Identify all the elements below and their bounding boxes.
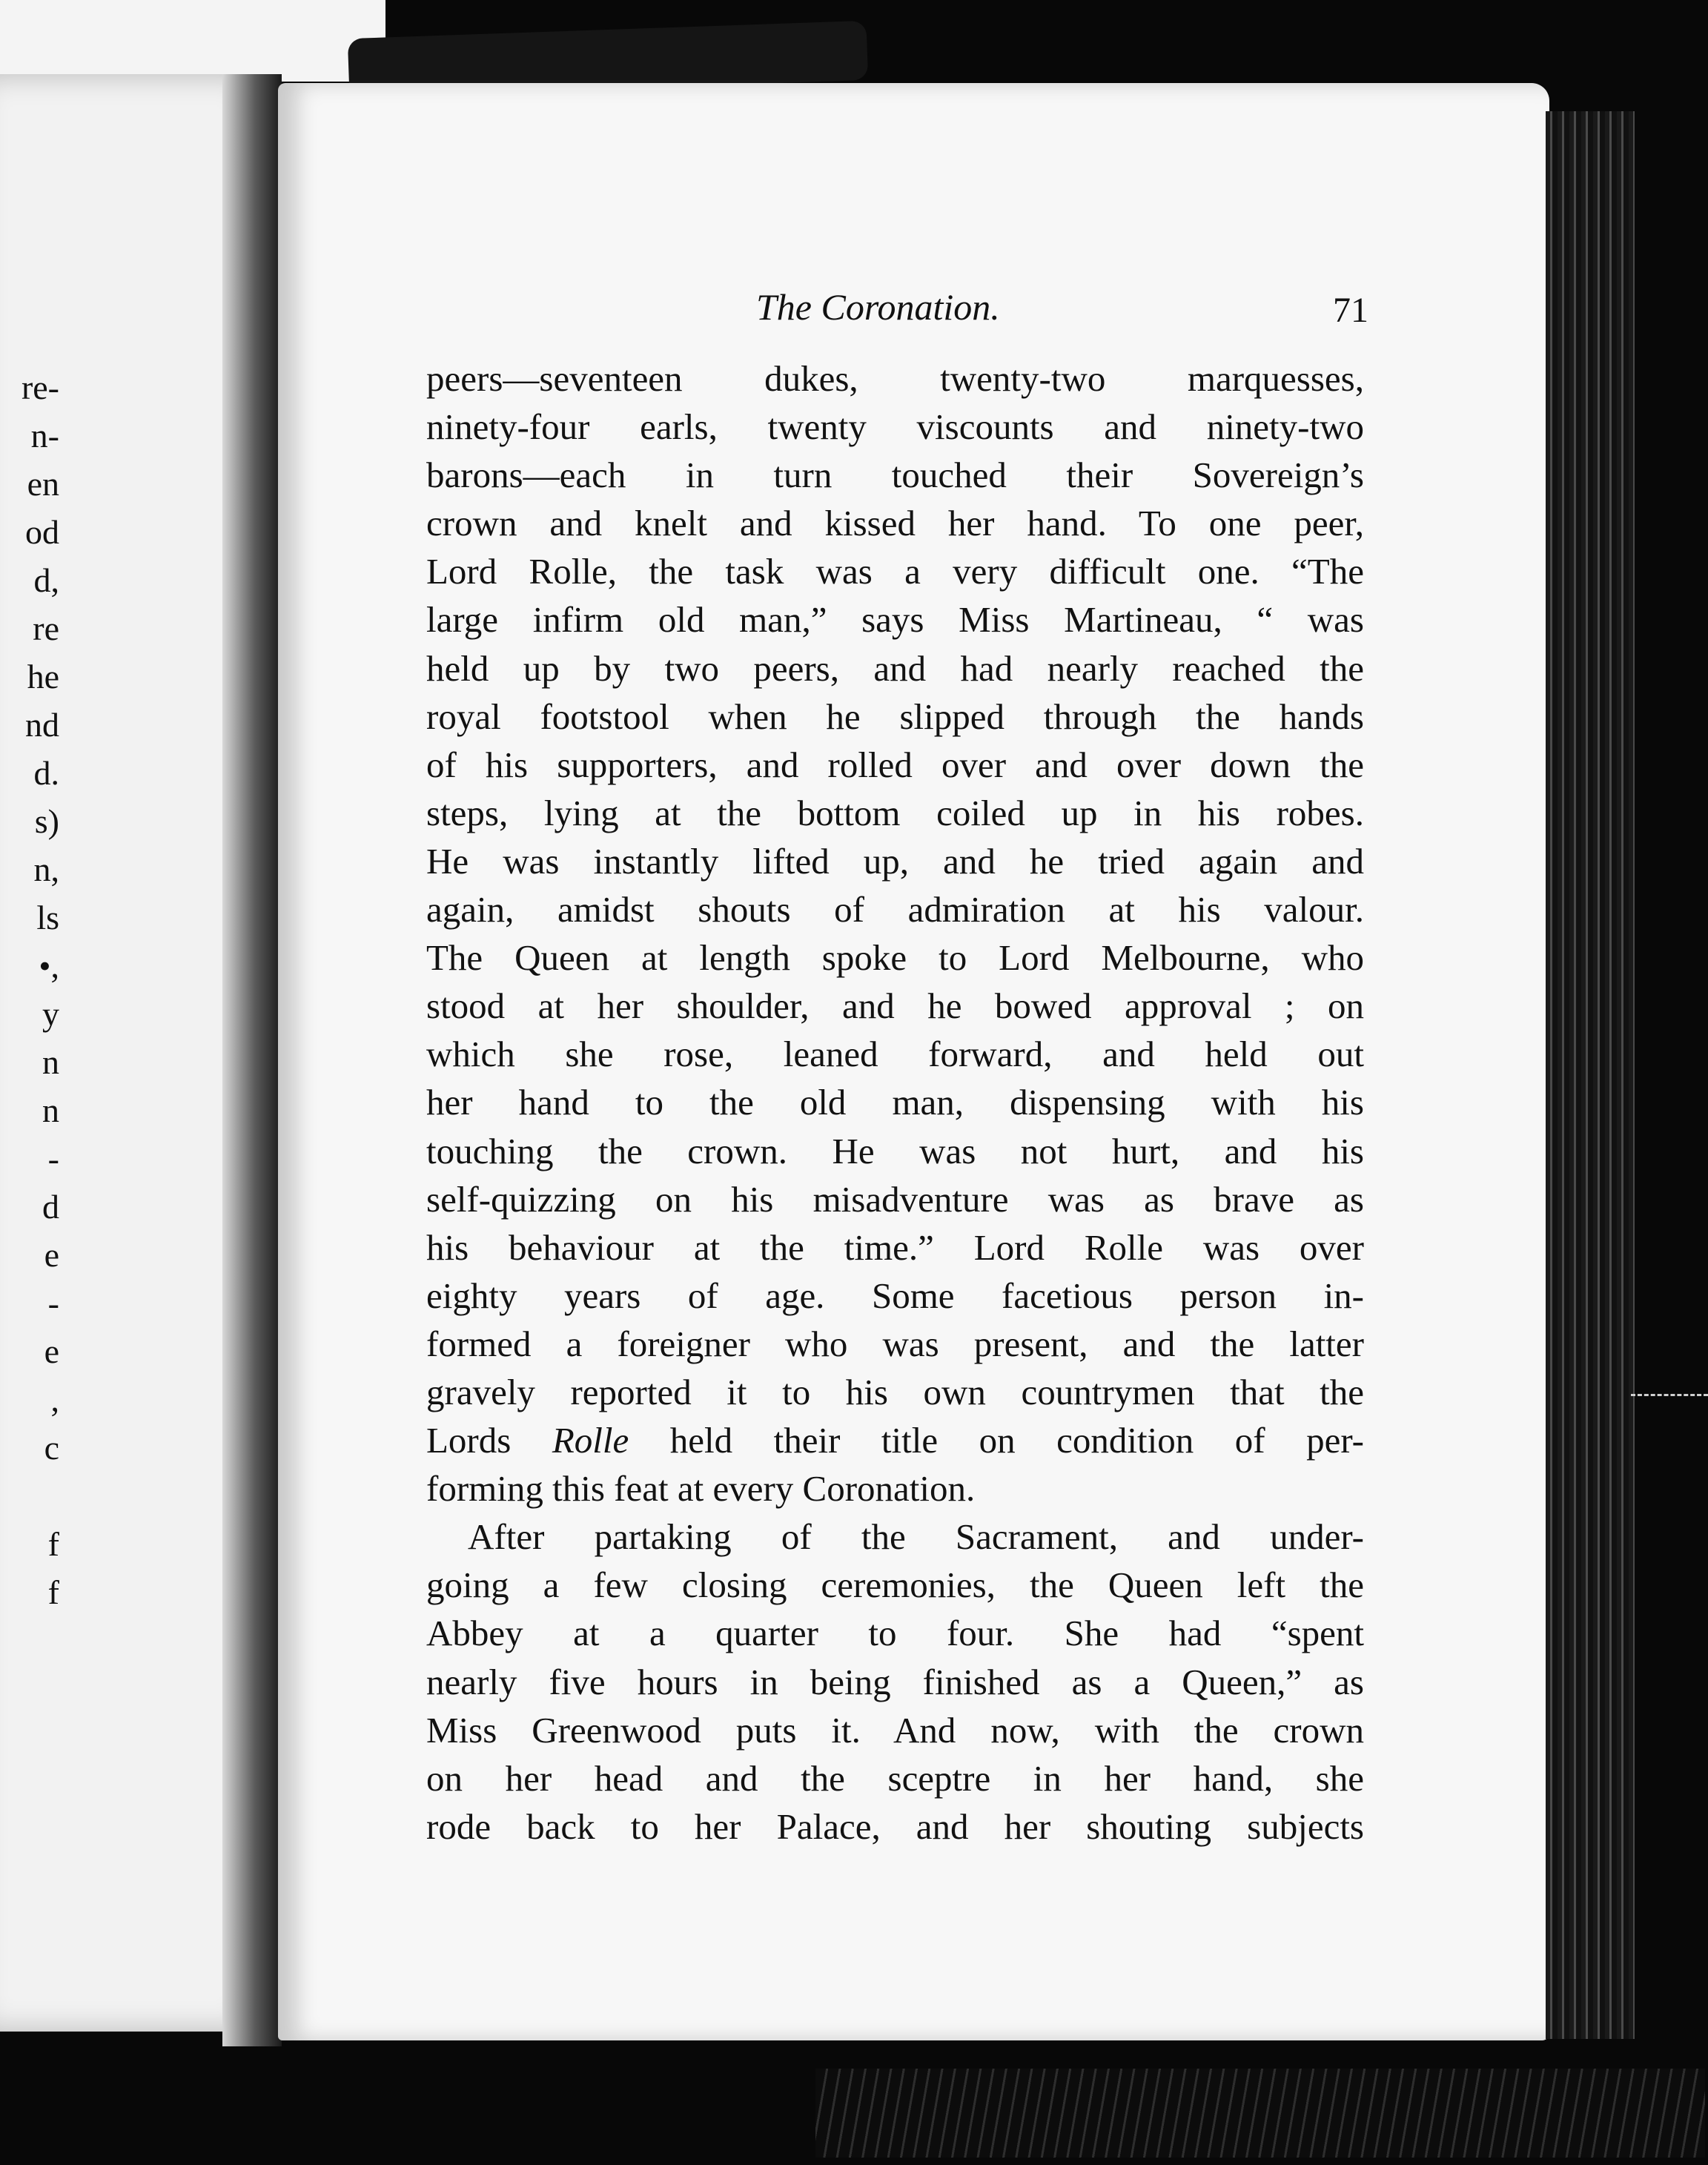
text-line: self-quizzing on his misadventure was as brave as	[426, 1178, 1364, 1220]
text-line: Miss Greenwood puts it. And now, with the crown	[426, 1709, 1364, 1751]
text-line: on her head and the sceptre in her hand, she	[426, 1757, 1364, 1799]
fragment: f	[47, 1525, 59, 1563]
text-line: large infirm old man,” says Miss Martineau, “ was	[426, 599, 1364, 641]
paragraph-start-line: After partaking of the Sacrament, and under-	[468, 1516, 1364, 1558]
page-block-edge	[1546, 111, 1635, 2039]
text-line: ninety-four earls, twenty viscounts and ninety-two	[426, 406, 1364, 448]
text-line: Lord Rolle, the task was a very difficult one. “The	[426, 551, 1364, 592]
text-line: stood at her shoulder, and he bowed approval ; on	[426, 985, 1364, 1027]
fragment: d,	[33, 561, 59, 599]
fragment: d.	[33, 754, 59, 792]
fragment: nd	[25, 706, 59, 744]
text-line: of his supporters, and rolled over and over down the	[426, 744, 1364, 785]
running-title: The Coronation.	[756, 286, 1000, 328]
fragment: n	[42, 1091, 59, 1129]
fragment: he	[27, 658, 59, 695]
page-body	[426, 354, 1364, 1851]
fragment: n	[42, 1043, 59, 1081]
text-line: steps, lying at the bottom coiled up in his robes.	[426, 792, 1364, 833]
text-line: crown and knelt and kissed her hand. To one peer,	[426, 503, 1364, 544]
text-line: her hand to the old man, dispensing with his	[426, 1082, 1364, 1123]
text-line: eighty years of age. Some facetious person in-	[426, 1275, 1364, 1316]
text-line: The Queen at length spoke to Lord Melbourne, who	[426, 937, 1364, 979]
fragment: e	[44, 1236, 59, 1274]
fragment: c	[44, 1429, 59, 1467]
fragment: ,	[50, 1381, 59, 1418]
scan-margin-mark	[1631, 1394, 1708, 1411]
fragment: -	[47, 1140, 59, 1177]
scan-noise	[815, 2069, 1705, 2158]
text-segment: Lords	[426, 1420, 552, 1461]
text-segment: held their title on condition of per-	[629, 1420, 1364, 1461]
page-number: 71	[1333, 291, 1368, 330]
text-line: which she rose, leaned forward, and held out	[426, 1034, 1364, 1075]
text-line: nearly five hours in being finished as a Queen,” as	[426, 1661, 1364, 1702]
fragment: s)	[34, 802, 59, 840]
fragment: •,	[39, 947, 59, 985]
text-line: going a few closing ceremonies, the Queen left the	[426, 1564, 1364, 1606]
fragment: re	[33, 609, 59, 647]
fragment: -	[47, 1284, 59, 1322]
text-line: touching the crown. He was not hurt, and his	[426, 1130, 1364, 1171]
text-line: Abbey at a quarter to four. She had “spent	[426, 1613, 1364, 1654]
fragment: d	[42, 1188, 59, 1226]
fragment: en	[27, 465, 59, 503]
text-line: He was instantly lifted up, and he tried again and	[426, 840, 1364, 882]
fragment	[0, 1472, 59, 1520]
text-line: peers—seventeen dukes, twenty-two marquesses,	[426, 358, 1364, 399]
text-line: barons—each in turn touched their Sovereign’s	[426, 455, 1364, 496]
text-line: royal footstool when he slipped through the hands	[426, 695, 1364, 737]
text-line: his behaviour at the time.” Lord Rolle was over	[426, 1226, 1364, 1268]
text-line: again, amidst shouts of admiration at his valour.	[426, 889, 1364, 931]
book-gutter	[222, 74, 282, 2046]
fragment: e	[44, 1332, 59, 1370]
scan-corner	[0, 0, 385, 82]
paragraph-end-line: forming this feat at every Coronation.	[426, 1468, 976, 1510]
previous-page-text-fragments	[0, 363, 64, 1616]
fragment: od	[25, 513, 59, 551]
fragment: n,	[33, 850, 59, 888]
italic-name: Rolle	[552, 1420, 629, 1461]
text-line-rolle	[426, 1416, 1364, 1464]
text-line: gravely reported it to his own countrymen that the	[426, 1371, 1364, 1412]
text-line: formed a foreigner who was present, and the latter	[426, 1323, 1364, 1364]
fragment: n-	[30, 417, 59, 455]
fragment: ls	[36, 899, 59, 936]
text-line: rode back to her Palace, and her shouting subjects	[426, 1805, 1364, 1847]
text-line: held up by two peers, and had nearly reached the	[426, 647, 1364, 689]
page-header	[756, 285, 1368, 337]
fragment: f	[47, 1573, 59, 1611]
fragment: re-	[21, 368, 59, 406]
fragment: y	[42, 995, 59, 1033]
